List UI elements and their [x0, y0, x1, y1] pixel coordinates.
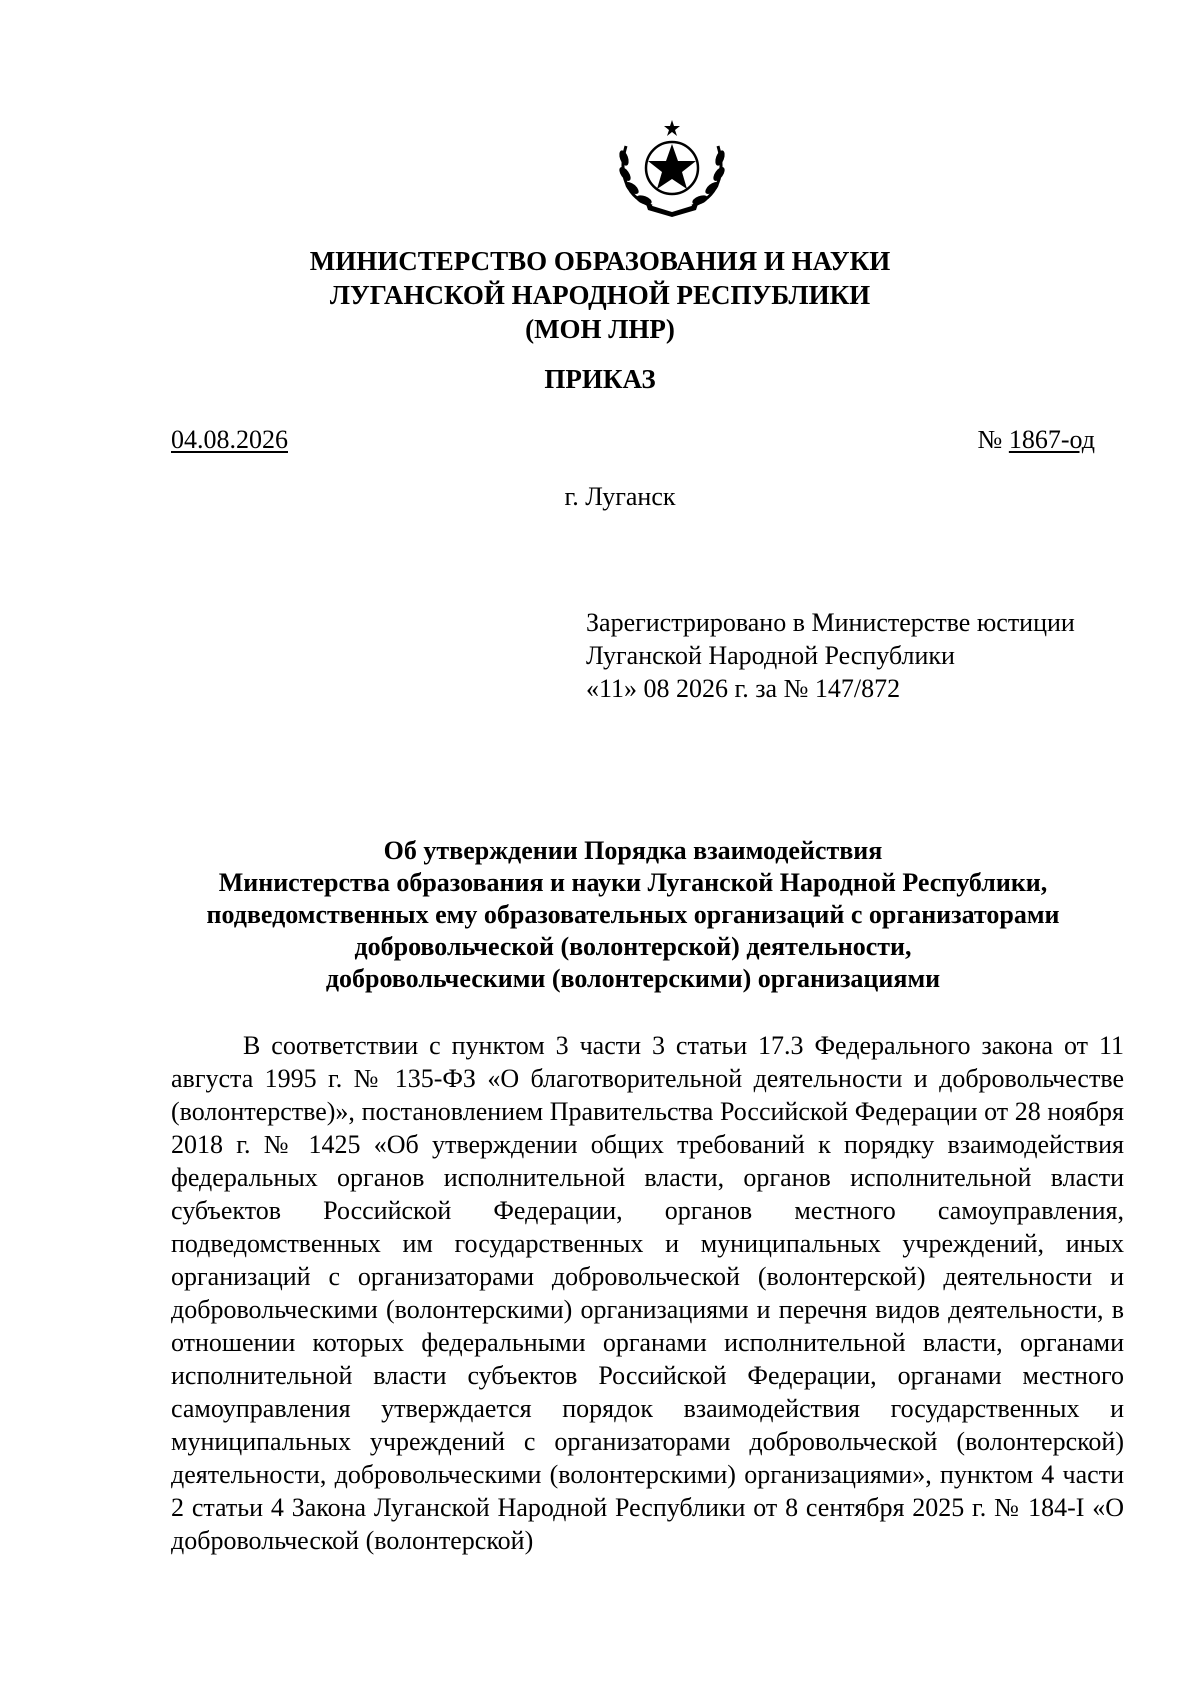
city: г. Луганск	[564, 482, 676, 511]
document-type: ПРИКАЗ	[544, 364, 656, 394]
order-date: 04.08.2026	[171, 425, 288, 454]
registration-line-2: Луганской Народной Республики	[586, 641, 955, 670]
ministry-line-2: ЛУГАНСКОЙ НАРОДНОЙ РЕСПУБЛИКИ	[329, 280, 871, 310]
title-line-2: Министерства образования и науки Луганской Народной Республики,	[218, 868, 1048, 897]
registration-line-1: Зарегистрировано в Министерстве юстиции	[586, 608, 1075, 637]
ministry-line-1: МИНИСТЕРСТВО ОБРАЗОВАНИЯ И НАУКИ	[309, 246, 891, 276]
number-sign: №	[977, 425, 1009, 454]
title-line-5: добровольческими (волонтерскими) организациями	[325, 964, 941, 993]
coat-of-arms-icon	[612, 118, 732, 218]
order-number	[978, 425, 1095, 455]
ministry-name	[0, 244, 1200, 346]
registration-line-3: «11» 08 2026 г. за № 147/872	[586, 674, 901, 703]
title-line-1: Об утверждении Порядка взаимодействия	[383, 836, 883, 865]
body-paragraph: В соответствии с пунктом 3 части 3 статьи 17.3 Федерального закона от 11 августа 1995 г. № 135-ФЗ «О благотворительной деятельности и добровольчестве (волонтерстве)», постановлением Правительства Российской Федерации от 28 ноября 2018 г. № 1425 «Об утверждении общих требований к порядку взаимодействия федеральных органов исполнительной власти, органов исполнительной власти субъектов Российской Федерации, органов местного самоуправления, подведомственных им государственных и муниципальных учреждений, иных организаций с организаторами добровольческой (волонтерской) деятельности и добровольческими (волонтерскими) организациями и перечня видов деятельности, в отношении которых федеральными органами исполнительной власти, органами исполнительной власти субъектов Российской Федерации, органами местного самоуправления утверждается порядок взаимодействия государственных и муниципальных учреждений с организаторами добровольческой (волонтерской) деятельности, добровольческими (волонтерскими) организациями», пунктом 4 части 2 статьи 4 Закона Луганской Народной Республики от 8 сентября 2025 г. № 184-I «О добровольческой (волонтерской)	[171, 1031, 1124, 1555]
registration-stamp	[586, 606, 1075, 705]
order-number-value: 1867-од	[1008, 425, 1095, 454]
document-title	[171, 835, 1095, 995]
title-line-3: подведомственных ему образовательных организаций с организаторами	[206, 900, 1060, 929]
title-line-4: добровольческой (волонтерской) деятельности,	[354, 932, 912, 961]
ministry-line-3: (МОН ЛНР)	[525, 314, 675, 344]
